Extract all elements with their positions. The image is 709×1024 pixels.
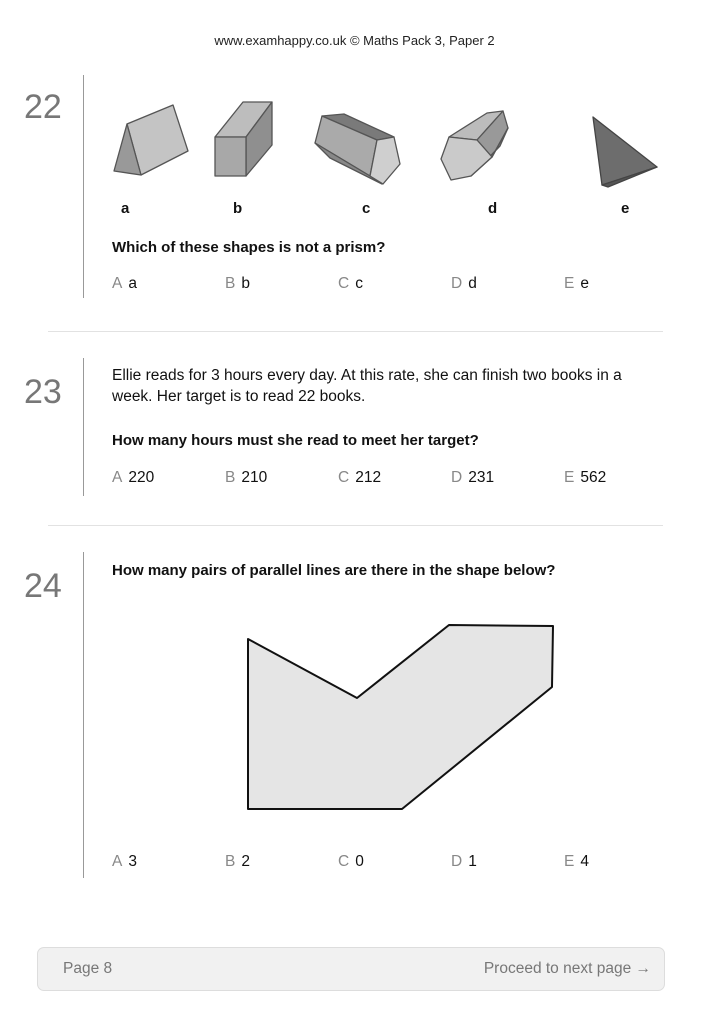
option-letter: A xyxy=(112,275,123,292)
question-number: 22 xyxy=(24,88,62,126)
option-letter: A xyxy=(112,853,123,870)
option-letter: E xyxy=(564,275,575,292)
option-value: 210 xyxy=(241,469,268,486)
option-letter: D xyxy=(451,853,463,870)
question-number: 23 xyxy=(24,373,62,411)
option-letter: C xyxy=(338,469,350,486)
option-value: 562 xyxy=(580,469,607,486)
shape-label: a xyxy=(121,200,130,217)
question-text: How many pairs of parallel lines are there in the shape below? xyxy=(112,562,556,579)
page-footer xyxy=(37,947,665,991)
option-d[interactable] xyxy=(451,853,477,871)
option-letter: D xyxy=(451,469,463,486)
option-value: 4 xyxy=(580,853,589,870)
option-b[interactable] xyxy=(225,853,250,871)
option-value: 2 xyxy=(241,853,250,870)
option-e[interactable] xyxy=(564,853,589,871)
page-number: Page 8 xyxy=(63,960,113,977)
option-value: 1 xyxy=(468,853,477,870)
shape-label: d xyxy=(488,200,498,217)
option-letter: E xyxy=(564,469,575,486)
option-value: a xyxy=(128,275,137,292)
shape-label: b xyxy=(233,200,243,217)
option-letter: B xyxy=(225,469,236,486)
option-value: 3 xyxy=(128,853,137,870)
question-body: Ellie reads for 3 hours every day. At this rate, she can finish two books in a week. Her target is to read 22 books. xyxy=(112,367,622,405)
option-value: e xyxy=(580,275,589,292)
option-value: c xyxy=(355,275,363,292)
option-a[interactable] xyxy=(112,853,137,871)
page-header: www.examhappy.co.uk © Maths Pack 3, Paper 2 xyxy=(214,33,495,48)
shape-label: e xyxy=(621,200,630,217)
option-value: 212 xyxy=(355,469,382,486)
option-value: b xyxy=(241,275,250,292)
option-letter: D xyxy=(451,275,463,292)
question-text: How many hours must she read to meet her target? xyxy=(112,432,479,449)
option-letter: B xyxy=(225,853,236,870)
option-c[interactable] xyxy=(338,853,364,871)
option-letter: B xyxy=(225,275,236,292)
option-value: 231 xyxy=(468,469,495,486)
option-value: d xyxy=(468,275,477,292)
option-letter: E xyxy=(564,853,575,870)
question-number: 24 xyxy=(24,567,62,605)
next-page-link[interactable]: Proceed to next page → xyxy=(483,960,651,977)
option-letter: A xyxy=(112,469,123,486)
question-text: Which of these shapes is not a prism? xyxy=(112,239,386,256)
option-letter: C xyxy=(338,853,350,870)
option-value: 0 xyxy=(355,853,364,870)
option-value: 220 xyxy=(128,469,155,486)
shape-label: c xyxy=(362,200,371,217)
option-letter: C xyxy=(338,275,350,292)
